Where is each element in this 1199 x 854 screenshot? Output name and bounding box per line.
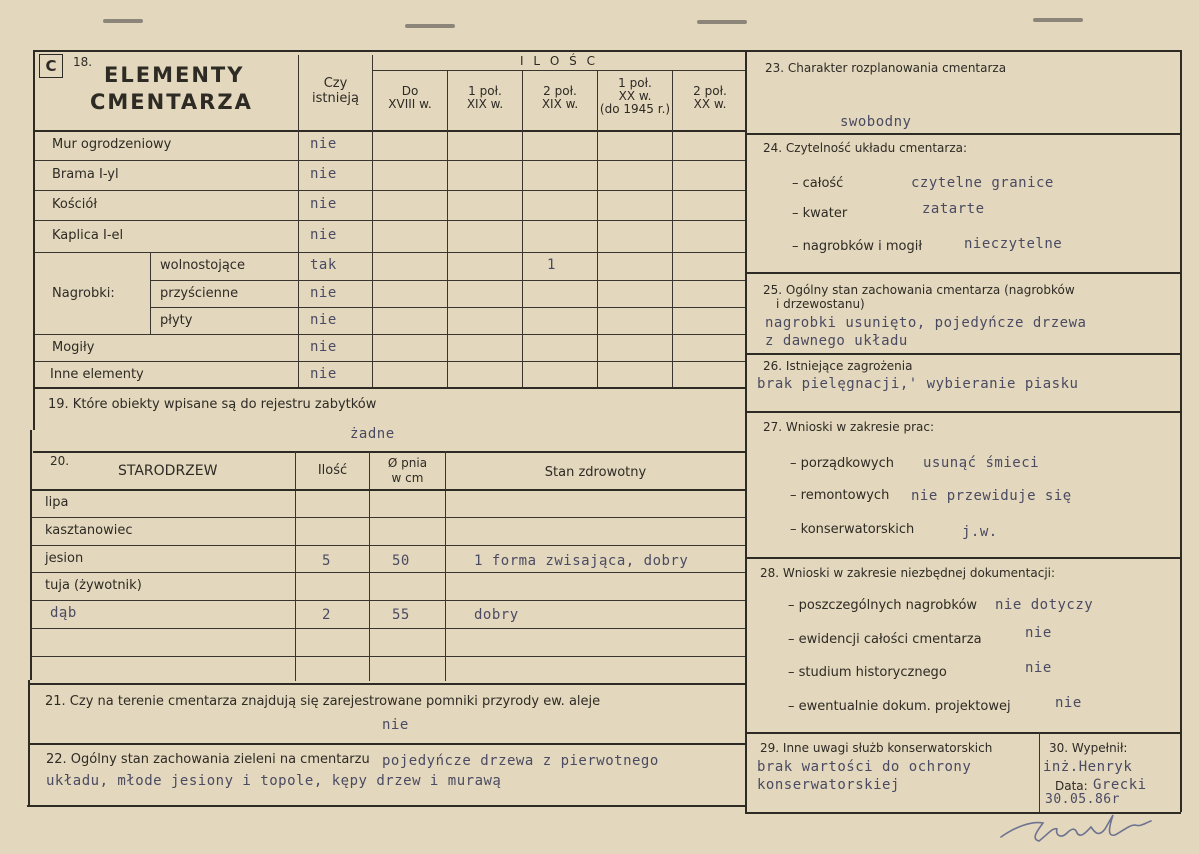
s25-label-line1: 25. Ogólny stan zachowania cmentarza (nagrobków <box>763 283 1075 297</box>
signature <box>995 805 1175 850</box>
s28-item-label: – ewidencji całości cmentarza <box>788 632 982 647</box>
element-row-label: Inne elementy <box>50 367 144 382</box>
tree-row-diameter: 50 <box>392 553 410 569</box>
s22-value-line2: układu, młode jesiony i topole, kępy drzew i murawą <box>46 773 502 789</box>
s28-item-value: nie dotyczy <box>995 597 1094 613</box>
s24-item-label: – kwater <box>792 206 848 221</box>
s30-date: 30.05.86r <box>1045 792 1120 807</box>
period-header: 2 poł. XX w. <box>693 84 727 111</box>
section-title-line1: ELEMENTY <box>104 63 245 87</box>
tree-row-name: tuja (żywotnik) <box>45 578 142 593</box>
element-row-exists: nie <box>310 136 337 152</box>
section-badge: C <box>39 54 63 78</box>
period-header: 2 poł. XIX w. <box>541 84 579 111</box>
s20-col-health: Stan zdrowotny <box>544 465 647 480</box>
s27-item-label: – remontowych <box>790 488 890 503</box>
s27-item-label: – konserwatorskich <box>790 522 915 537</box>
element-row-label: Brama I-yl <box>52 167 119 182</box>
s27-item-value: j.w. <box>962 524 998 540</box>
element-row-label: Mur ogrodzeniowy <box>52 137 172 152</box>
element-row-label: Mogiły <box>52 340 95 355</box>
s21-value: nie <box>382 717 409 733</box>
tree-row-name: dąb <box>50 605 77 621</box>
s24-item-value: zatarte <box>922 201 985 217</box>
s28-item-value: nie <box>1055 695 1082 711</box>
element-row-label: płyty <box>160 313 193 328</box>
element-row-exists: tak <box>310 257 337 273</box>
s21-label: 21. Czy na terenie cmentarza znajdują się zarejestrowane pomniki przyrody ew. aleje <box>45 694 601 709</box>
punch-mark <box>697 20 747 24</box>
tree-row-health: dobry <box>474 607 519 623</box>
s27-item-value: nie przewiduje się <box>911 488 1072 504</box>
tree-row-count: 2 <box>322 607 331 623</box>
s24-item-label: – całość <box>792 176 844 191</box>
s26-value: brak pielęgnacji,' wybieranie piasku <box>757 376 1079 392</box>
s25-value-line2: z dawnego układu <box>765 333 908 349</box>
s24-label: 24. Czytelność układu cmentarza: <box>763 141 968 155</box>
s19-label: 19. Które obiekty wpisane są do rejestru zabytków <box>48 397 377 412</box>
s25-value-line1: nagrobki usunięto, pojedyńcze drzewa <box>765 315 1087 331</box>
s30-date-label: Data: <box>1055 779 1088 793</box>
punch-mark <box>1033 18 1083 22</box>
section-number: 18. <box>73 55 93 69</box>
col-exists-header: Czy istnieją <box>312 76 359 106</box>
s24-item-label: – nagrobków i mogił <box>792 239 923 254</box>
s22-label: 22. Ogólny stan zachowania zieleni na cmentarzu <box>46 752 370 767</box>
element-row-label: Kaplica I-el <box>52 228 124 243</box>
s27-item-value: usunąć śmieci <box>923 455 1040 471</box>
element-row-quantity: 1 <box>547 257 556 273</box>
period-header: 1 poł. XX w. (do 1945 r.) <box>599 76 671 116</box>
s30-name: inż.Henryk <box>1043 759 1133 775</box>
element-row-exists: nie <box>310 366 337 382</box>
s28-item-label: – studium historycznego <box>788 665 947 680</box>
element-row-exists: nie <box>310 312 337 328</box>
s28-item-value: nie <box>1025 660 1052 676</box>
s28-item-label: – poszczególnych nagrobków <box>788 598 978 613</box>
tree-row-name: lipa <box>45 495 69 510</box>
element-row-exists: nie <box>310 196 337 212</box>
s30-surname: Grecki <box>1093 777 1147 793</box>
s29-value-line2: konserwatorskiej <box>757 777 900 793</box>
element-row-label: Kościół <box>52 197 98 212</box>
s29-label: 29. Inne uwagi służb konserwatorskich <box>760 741 993 755</box>
tree-row-count: 5 <box>322 553 331 569</box>
s24-item-value: czytelne granice <box>911 175 1054 191</box>
s19-value: żadne <box>350 426 395 442</box>
quantity-header: I L O Ś C <box>520 54 598 68</box>
tree-row-health: 1 forma zwisająca, dobry <box>474 553 689 569</box>
s20-col-diameter: Ø pnia w cm <box>387 456 428 485</box>
s27-label: 27. Wnioski w zakresie prac: <box>763 420 935 434</box>
s20-number: 20. <box>50 454 70 468</box>
section-title-line2: CMENTARZA <box>90 90 253 114</box>
tree-row-name: jesion <box>45 551 84 566</box>
punch-mark <box>103 19 143 23</box>
element-row-label: wolnostojące <box>160 258 245 273</box>
s24-item-value: nieczytelne <box>964 236 1063 252</box>
s26-label: 26. Istniejące zagrożenia <box>763 359 913 373</box>
period-header: Do XVIII w. <box>388 84 432 111</box>
element-row-exists: nie <box>310 285 337 301</box>
element-row-exists: nie <box>310 166 337 182</box>
punch-mark <box>405 24 455 28</box>
s28-item-value: nie <box>1025 625 1052 641</box>
tree-row-diameter: 55 <box>392 607 410 623</box>
s20-title: STARODRZEW <box>118 463 218 479</box>
s29-value-line1: brak wartości do ochrony <box>757 759 972 775</box>
element-row-exists: nie <box>310 339 337 355</box>
element-row-label: przyścienne <box>160 286 239 301</box>
s22-value-line1: pojedyńcze drzewa z pierwotnego <box>382 753 659 769</box>
s27-item-label: – porządkowych <box>790 456 894 471</box>
s25-label-line2: i drzewostanu) <box>776 297 865 311</box>
tree-row-name: kasztanowiec <box>45 523 133 538</box>
graves-label: Nagrobki: <box>52 286 115 301</box>
element-row-exists: nie <box>310 227 337 243</box>
s28-label: 28. Wnioski w zakresie niezbędnej dokumentacji: <box>760 566 1056 580</box>
s30-label: 30. Wypełnił: <box>1049 741 1128 755</box>
s23-value: swobodny <box>840 114 912 130</box>
s23-label: 23. Charakter rozplanowania cmentarza <box>765 61 1007 75</box>
period-header: 1 poł. XIX w. <box>466 84 504 111</box>
s20-col-count: Ilość <box>317 463 348 478</box>
s28-item-label: – ewentualnie dokum. projektowej <box>788 699 1011 714</box>
